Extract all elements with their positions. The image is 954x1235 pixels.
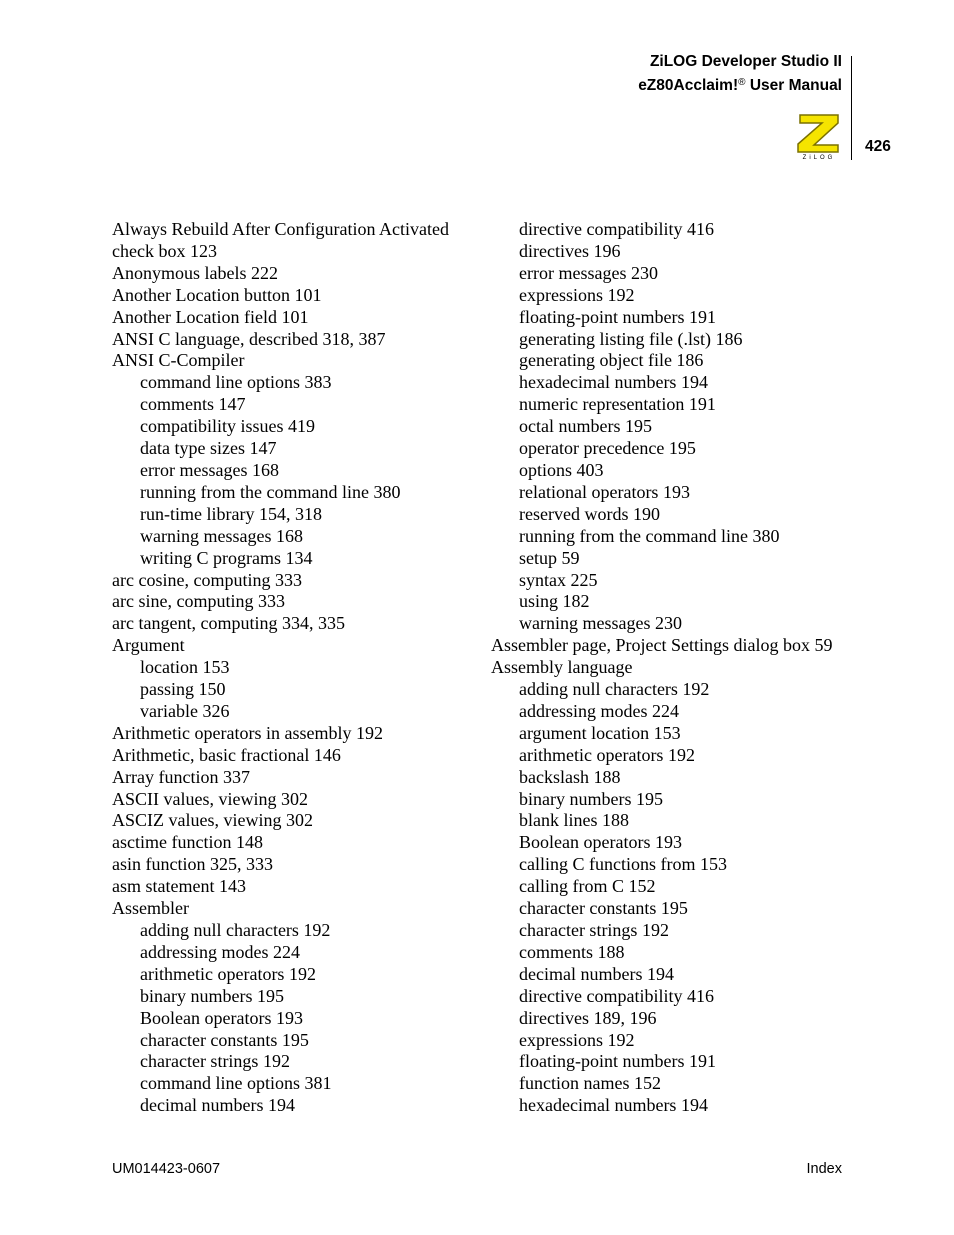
index-subentry: generating object file 186 bbox=[519, 350, 704, 371]
index-subentry: backslash 188 bbox=[519, 766, 621, 787]
svg-text:ZiLOG: ZiLOG bbox=[802, 155, 836, 160]
index-subentry: calling C functions from 153 bbox=[519, 854, 727, 875]
index-subentry: character strings 192 bbox=[519, 920, 669, 940]
index-entry: Always Rebuild After Configuration Activated bbox=[112, 219, 449, 239]
index-subentry: reserved words 190 bbox=[519, 503, 660, 524]
index-subentry: arithmetic operators 192 bbox=[140, 963, 316, 984]
index-subentry: variable 326 bbox=[140, 700, 230, 721]
index-subentry: warning messages 230 bbox=[519, 613, 682, 634]
header-manual: User Manual bbox=[745, 77, 842, 94]
index-entry: Assembly language bbox=[491, 657, 633, 678]
index-subentry: decimal numbers 194 bbox=[519, 963, 674, 984]
index-subentry: warning messages 168 bbox=[140, 525, 303, 546]
index-subentry: directives 189, 196 bbox=[519, 1007, 657, 1028]
registered-mark: ® bbox=[738, 77, 746, 88]
zilog-logo-icon bbox=[794, 112, 844, 160]
index-entry: arc tangent, computing 334, 335 bbox=[112, 613, 345, 634]
index-subentry: relational operators 193 bbox=[519, 481, 690, 502]
index-subentry: floating-point numbers 191 bbox=[519, 1051, 716, 1072]
index-subentry: hexadecimal numbers 194 bbox=[519, 1095, 708, 1116]
index-subentry: function names 152 bbox=[519, 1073, 661, 1094]
header-subtitle bbox=[442, 72, 842, 96]
index-entry: ANSI C language, described 318, 387 bbox=[112, 328, 386, 349]
index-subentry: binary numbers 195 bbox=[519, 788, 663, 809]
index-entry: arc cosine, computing 333 bbox=[112, 569, 302, 590]
index-subentry: expressions 192 bbox=[519, 1029, 635, 1050]
footer-section: Index bbox=[806, 1161, 842, 1177]
index-subentry: comments 188 bbox=[519, 941, 625, 962]
index-entry: Arithmetic operators in assembly 192 bbox=[112, 722, 383, 743]
index-subentry: error messages 230 bbox=[519, 262, 658, 283]
index-entry: Assembler bbox=[112, 898, 189, 919]
index-column-left bbox=[112, 219, 487, 1117]
index-subentry: blank lines 188 bbox=[519, 810, 629, 831]
index-subentry: decimal numbers 194 bbox=[140, 1095, 295, 1116]
index-subentry: writing C programs 134 bbox=[140, 547, 313, 568]
index-subentry: Boolean operators 193 bbox=[519, 832, 682, 853]
header-title: ZiLOG Developer Studio II bbox=[649, 53, 842, 70]
index-subentry: error messages 168 bbox=[140, 459, 279, 480]
index-subentry: character constants 195 bbox=[140, 1029, 309, 1050]
index-entry: Argument bbox=[112, 635, 185, 656]
index-subentry: adding null characters 192 bbox=[140, 920, 331, 940]
index-subentry: command line options 381 bbox=[140, 1073, 332, 1094]
index-entry: Anonymous labels 222 bbox=[112, 262, 278, 283]
index-subentry: numeric representation 191 bbox=[519, 394, 716, 415]
index-subentry: using 182 bbox=[519, 591, 590, 612]
index-entry: asm statement 143 bbox=[112, 876, 246, 897]
index-subentry: running from the command line 380 bbox=[519, 525, 780, 546]
index-subentry: adding null characters 192 bbox=[519, 679, 710, 700]
header-product: eZ80Acclaim! bbox=[638, 77, 739, 94]
index-entry: ANSI C-Compiler bbox=[112, 350, 245, 371]
index-entry: ASCII values, viewing 302 bbox=[112, 788, 308, 809]
header-divider bbox=[851, 56, 852, 160]
index-column-right bbox=[491, 219, 871, 1117]
index-subentry: addressing modes 224 bbox=[519, 700, 679, 721]
index-subentry: argument location 153 bbox=[519, 722, 681, 743]
index-subentry: data type sizes 147 bbox=[140, 438, 277, 459]
index-subentry: Boolean operators 193 bbox=[140, 1007, 303, 1028]
index-subentry: passing 150 bbox=[140, 679, 226, 700]
index-subentry: compatibility issues 419 bbox=[140, 416, 315, 437]
index-subentry: options 403 bbox=[519, 459, 604, 480]
index-subentry: syntax 225 bbox=[519, 569, 598, 590]
index-subentry: character strings 192 bbox=[140, 1051, 290, 1072]
index-subentry: octal numbers 195 bbox=[519, 416, 652, 437]
index-entry: Another Location button 101 bbox=[112, 284, 322, 305]
index-subentry: addressing modes 224 bbox=[140, 941, 300, 962]
index-entry: Assembler page, Project Settings dialog box 59 bbox=[491, 635, 833, 656]
index-entry: Arithmetic, basic fractional 146 bbox=[112, 744, 341, 765]
index-subentry: directives 196 bbox=[519, 240, 621, 261]
index-subentry: generating listing file (.lst) 186 bbox=[519, 328, 743, 349]
index-subentry: directive compatibility 416 bbox=[519, 219, 714, 239]
index-subentry: directive compatibility 416 bbox=[519, 985, 714, 1006]
index-subentry: expressions 192 bbox=[519, 284, 635, 305]
index-subentry: run-time library 154, 318 bbox=[140, 503, 322, 524]
index-entry: Array function 337 bbox=[112, 766, 250, 787]
index-entry: asin function 325, 333 bbox=[112, 854, 273, 875]
index-subentry: arithmetic operators 192 bbox=[519, 744, 695, 765]
index-entry: Another Location field 101 bbox=[112, 306, 309, 327]
page-number: 426 bbox=[865, 138, 891, 155]
index-subentry: floating-point numbers 191 bbox=[519, 306, 716, 327]
index-subentry: setup 59 bbox=[519, 547, 580, 568]
footer-doc-id: UM014423-0607 bbox=[112, 1161, 221, 1177]
index-subentry: running from the command line 380 bbox=[140, 481, 401, 502]
index-entry: check box 123 bbox=[112, 240, 217, 261]
index-subentry: location 153 bbox=[140, 657, 230, 678]
index-entry: asctime function 148 bbox=[112, 832, 263, 853]
running-header bbox=[442, 51, 842, 96]
index-subentry: command line options 383 bbox=[140, 372, 332, 393]
index-subentry: character constants 195 bbox=[519, 898, 688, 919]
index-entry: ASCIZ values, viewing 302 bbox=[112, 810, 313, 831]
index-subentry: operator precedence 195 bbox=[519, 438, 696, 459]
index-entry: arc sine, computing 333 bbox=[112, 591, 285, 612]
index-subentry: binary numbers 195 bbox=[140, 985, 284, 1006]
index-subentry: calling from C 152 bbox=[519, 876, 656, 897]
index-subentry: comments 147 bbox=[140, 394, 246, 415]
index-subentry: hexadecimal numbers 194 bbox=[519, 372, 708, 393]
